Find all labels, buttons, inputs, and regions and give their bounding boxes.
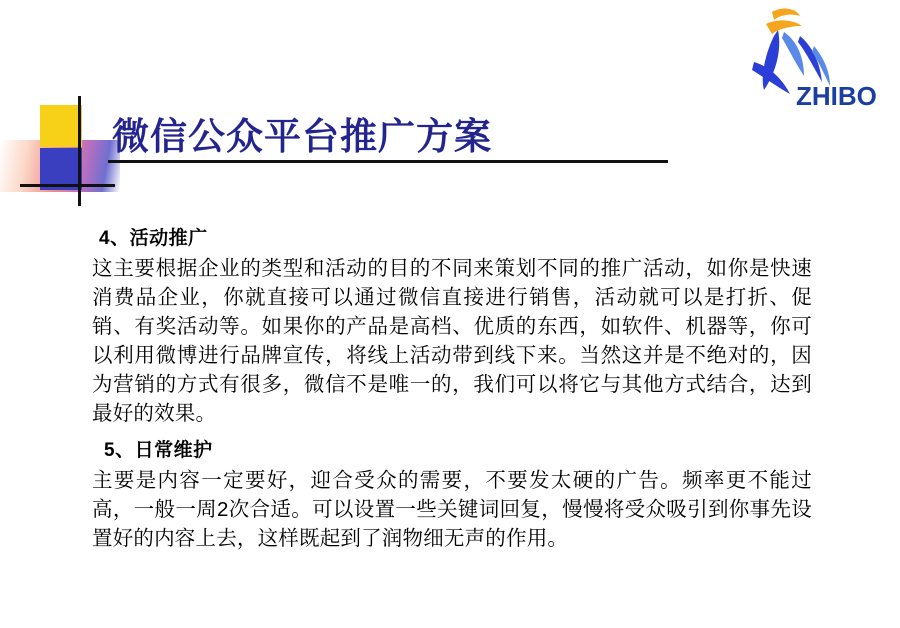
- section-heading-4: 4、活动推广: [99, 228, 208, 249]
- section-heading-5: 5、日常维护: [104, 440, 213, 461]
- yellow-square: [40, 105, 82, 147]
- vertical-rule: [78, 96, 81, 206]
- slide-body: [92, 226, 812, 553]
- horizontal-rule: [20, 184, 115, 187]
- title-underline: [108, 160, 668, 163]
- zhibo-logo: [720, 6, 877, 111]
- section-body-4: 这主要根据企业的类型和活动的目的不同来策划不同的推广活动，如你是快速消费品企业，你就直接可以通过微信直接进行销售，活动就可以是打折、促销、有奖活动等。如果你的产品是高档、优质的东西，如软件、机器等，你可以利用微博进行品牌宣传，将线上活动带到线下来。当然这并是不绝对的，因为营销的方式有很多，微信不是唯一的，我们可以将它与其他方式结合，达到最好的效果。: [92, 257, 812, 425]
- section-body-5: 主要是内容一定要好，迎合受众的需要，不要发太硬的广告。频率更不能过高，一般一周2次合适。可以设置一些关键词回复，慢慢将受众吸引到你事先设置好的内容上去，这样既起到了润物细无声的作用。: [92, 469, 812, 550]
- logo-text: ZHIBO: [796, 81, 877, 111]
- page-title: 微信公众平台推广方案: [112, 116, 492, 157]
